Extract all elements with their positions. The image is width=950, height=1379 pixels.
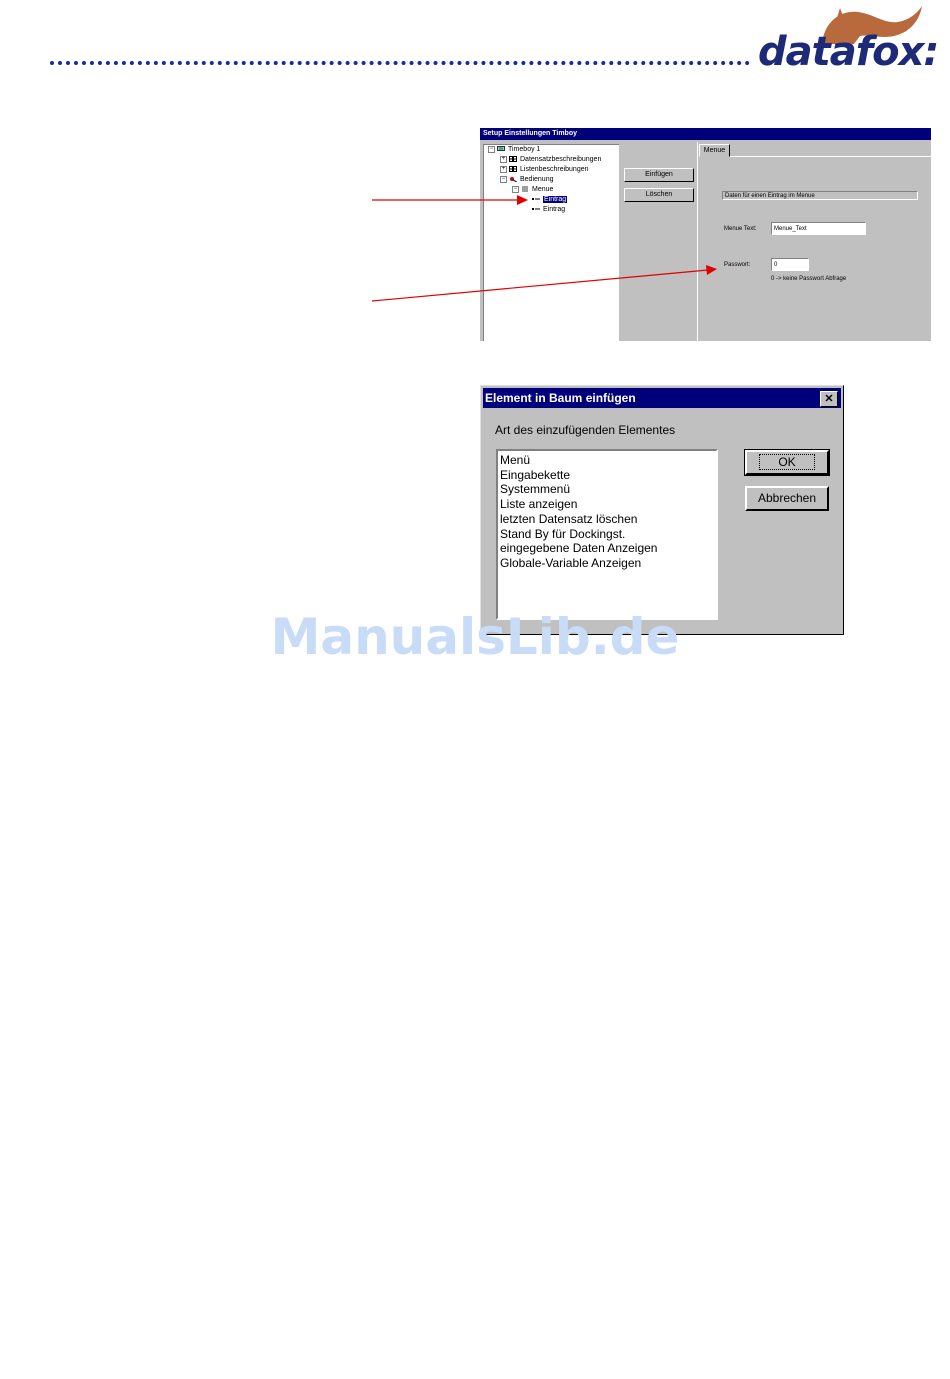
dialog-title-text: Element in Baum einfügen <box>485 391 636 405</box>
tab-baseline <box>730 156 931 157</box>
panel-divider <box>697 142 698 341</box>
collapse-icon[interactable]: − <box>489 145 494 152</box>
menu-text-input[interactable]: Menue_Text <box>771 222 866 235</box>
expand-icon[interactable]: + <box>501 155 506 162</box>
setup-window-title: Setup Einstellungen Timboy <box>480 128 931 140</box>
tree-item-timeboy[interactable]: − Timeboy 1 <box>489 145 541 153</box>
grid-icon <box>509 156 517 162</box>
collapse-icon[interactable]: − <box>501 175 506 182</box>
datafox-logo <box>752 4 939 80</box>
password-hint: 0 -> keine Passwort Abfrage <box>771 276 847 282</box>
logo-text: datafox: <box>758 29 939 75</box>
tab-menue[interactable]: Menue <box>699 144 730 157</box>
watermark: ManualsLib.de <box>270 608 680 666</box>
list-item[interactable]: Eingabekette <box>500 467 571 482</box>
list-item[interactable]: letzten Datensatz löschen <box>500 511 638 526</box>
list-item[interactable]: Systemmenü <box>500 482 571 497</box>
list-item[interactable]: Globale-Variable Anzeigen <box>500 555 642 570</box>
header-dotted-rule <box>50 61 750 65</box>
password-input[interactable]: 0 <box>771 258 809 271</box>
tools-icon <box>509 176 517 182</box>
close-icon[interactable]: ✕ <box>820 391 838 407</box>
collapse-icon[interactable]: − <box>513 185 518 192</box>
tree-item-eintrag-selected[interactable]: Eintrag <box>532 195 567 205</box>
ok-button[interactable] <box>745 450 829 475</box>
menu-text-label: Menue Text: <box>724 226 757 232</box>
entry-icon <box>532 196 540 202</box>
list-item[interactable]: Menü <box>500 453 531 467</box>
dialog-prompt: Art des einzufügenden Elementes <box>495 423 676 437</box>
password-label: Passwort: <box>724 262 751 268</box>
tree-item-eintrag[interactable]: Eintrag <box>532 205 565 215</box>
list-item[interactable]: Stand By für Dockingst. <box>500 526 626 541</box>
entry-group-label: Daten für einen Eintrag im Menue <box>722 191 918 200</box>
tree-item-bedienung[interactable]: − Bedienung <box>501 175 554 183</box>
list-item[interactable]: eingegebene Daten Anzeigen <box>500 541 658 556</box>
entry-icon <box>532 206 540 212</box>
tree-item-menue[interactable]: − Menue <box>513 185 554 193</box>
ok-button-label: OK <box>759 454 814 470</box>
delete-button[interactable]: Löschen <box>624 188 694 202</box>
cancel-button[interactable]: Abbrechen <box>745 486 829 511</box>
element-type-list[interactable] <box>496 449 718 620</box>
list-item[interactable]: Liste anzeigen <box>500 497 578 512</box>
dialog-title <box>483 388 841 408</box>
device-icon <box>497 146 505 152</box>
grid-icon <box>509 166 517 172</box>
setup-tree[interactable] <box>483 144 619 341</box>
insert-element-dialog <box>480 385 844 635</box>
tree-item-datensatz[interactable]: + Datensatzbeschreibungen <box>501 155 602 163</box>
menu-icon <box>521 186 529 192</box>
expand-icon[interactable]: + <box>501 165 506 172</box>
tree-item-listen[interactable]: + Listenbeschreibungen <box>501 165 589 173</box>
insert-button[interactable]: Einfügen <box>624 168 694 182</box>
setup-window-screenshot <box>480 128 931 341</box>
